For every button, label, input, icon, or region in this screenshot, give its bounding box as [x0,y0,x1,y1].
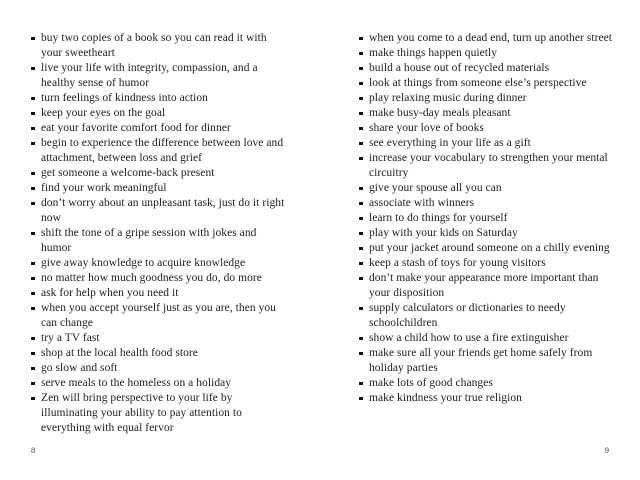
square-bullet-icon [31,166,41,175]
list-item [31,121,287,136]
square-bullet-icon [359,256,369,265]
list-item-text: don’t make your appearance more important than your disposition [369,272,599,299]
list-item [359,211,615,226]
list-item [31,331,287,346]
list-item-text: get someone a welcome-back present [41,167,215,179]
square-bullet-icon [31,271,41,280]
list-item-text: show a child how to use a fire extinguisher [369,332,569,344]
square-bullet-icon [359,136,369,145]
square-bullet-icon [31,376,41,385]
list-item-text: learn to do things for yourself [369,212,508,224]
list-item-text: build a house out of recycled materials [369,62,550,74]
square-bullet-icon [31,106,41,115]
list-item-text: serve meals to the homeless on a holiday [41,377,232,389]
square-bullet-icon [359,106,369,115]
list-item-text: go slow and soft [41,362,118,374]
list-item [359,121,615,136]
list-item [359,196,615,211]
square-bullet-icon [31,256,41,265]
square-bullet-icon [359,76,369,85]
square-bullet-icon [359,91,369,100]
list-item [359,136,615,151]
list-item-text: Zen will bring perspective to your life by illuminating your ability to pay attention to everything with equal fervor [41,392,242,434]
list-item-text: see everything in your life as a gift [369,137,531,149]
square-bullet-icon [359,331,369,340]
list-item [31,166,287,181]
list-item-text: begin to experience the difference between love and attachment, between loss and grief [41,137,284,164]
list-item-text: turn feelings of kindness into action [41,92,208,104]
list-item [359,271,615,301]
list-item [31,106,287,121]
square-bullet-icon [31,361,41,370]
square-bullet-icon [359,61,369,70]
list-item [31,271,287,286]
square-bullet-icon [359,241,369,250]
list-item [359,346,615,376]
list-item [359,61,615,76]
list-item [359,301,615,331]
list-item-text: keep your eyes on the goal [41,107,166,119]
list-item [31,31,287,61]
list-item-text: find your work meaningful [41,182,167,194]
square-bullet-icon [359,46,369,55]
square-bullet-icon [359,391,369,400]
list-item-text: make things happen quietly [369,47,498,59]
square-bullet-icon [31,91,41,100]
list-item-text: look at things from someone else’s perspective [369,77,587,89]
list-item [31,61,287,91]
list-item [31,346,287,361]
list-item [359,331,615,346]
list-item [31,301,287,331]
list-item [359,376,615,391]
square-bullet-icon [359,31,369,40]
square-bullet-icon [359,271,369,280]
square-bullet-icon [31,61,41,70]
list-item [31,361,287,376]
square-bullet-icon [359,151,369,160]
list-item-text: try a TV fast [41,332,100,344]
square-bullet-icon [31,136,41,145]
list-item [31,256,287,271]
list-item-text: play with your kids on Saturday [369,227,518,239]
square-bullet-icon [31,226,41,235]
list-item-text: make busy-day meals pleasant [369,107,511,119]
list-item [359,181,615,196]
square-bullet-icon [31,331,41,340]
list-item-text: share your love of books [369,122,484,134]
list-item-text: give your spouse all you can [369,182,502,194]
list-item [359,31,615,46]
list-item-text: live your life with integrity, compassion, and a healthy sense of humor [41,62,258,89]
list-item [31,226,287,256]
list-item [359,151,615,181]
list-item-text: increase your vocabulary to strengthen your mental circuitry [369,152,608,179]
square-bullet-icon [31,196,41,205]
list-item [359,226,615,241]
list-item-text: no matter how much goodness you do, do more [41,272,262,284]
list-item-text: ask for help when you need it [41,287,179,299]
square-bullet-icon [359,301,369,310]
list-item [359,256,615,271]
square-bullet-icon [31,286,41,295]
list-item [359,241,615,256]
list-item [31,391,287,436]
list-item-text: shift the tone of a gripe session with jokes and humor [41,227,257,254]
list-item [31,91,287,106]
right-page-number: 9 [604,445,609,455]
list-item [359,46,615,61]
square-bullet-icon [31,346,41,355]
square-bullet-icon [31,301,41,310]
list-item [31,181,287,196]
left-page-item-list [31,31,287,436]
left-page-number: 8 [31,445,36,455]
list-item-text: keep a stash of toys for young visitors [369,257,546,269]
list-item [31,136,287,166]
list-item [359,76,615,91]
square-bullet-icon [31,31,41,40]
list-item-text: make sure all your friends get home safely from holiday parties [369,347,593,374]
list-item [31,286,287,301]
list-item-text: supply calculators or dictionaries to needy schoolchildren [369,302,566,329]
list-item-text: don’t worry about an unpleasant task, just do it right now [41,197,285,224]
list-item-text: give away knowledge to acquire knowledge [41,257,246,269]
list-item-text: when you come to a dead end, turn up another street [369,32,613,44]
list-item-text: when you accept yourself just as you are, then you can change [41,302,276,329]
square-bullet-icon [31,121,41,130]
square-bullet-icon [359,376,369,385]
list-item-text: make lots of good changes [369,377,493,389]
square-bullet-icon [359,346,369,355]
list-item [359,391,615,406]
square-bullet-icon [31,391,41,400]
list-item-text: associate with winners [369,197,475,209]
square-bullet-icon [359,211,369,220]
list-item [31,376,287,391]
list-item-text: play relaxing music during dinner [369,92,527,104]
list-item [359,106,615,121]
list-item [31,196,287,226]
list-item-text: buy two copies of a book so you can read it with your sweetheart [41,32,267,59]
square-bullet-icon [359,226,369,235]
right-page-item-list [359,31,615,406]
list-item-text: eat your favorite comfort food for dinner [41,122,231,134]
list-item-text: shop at the local health food store [41,347,198,359]
list-item-text: put your jacket around someone on a chilly evening [369,242,610,254]
square-bullet-icon [359,181,369,190]
list-item [359,91,615,106]
list-item-text: make kindness your true religion [369,392,522,404]
square-bullet-icon [359,121,369,130]
square-bullet-icon [359,196,369,205]
square-bullet-icon [31,181,41,190]
